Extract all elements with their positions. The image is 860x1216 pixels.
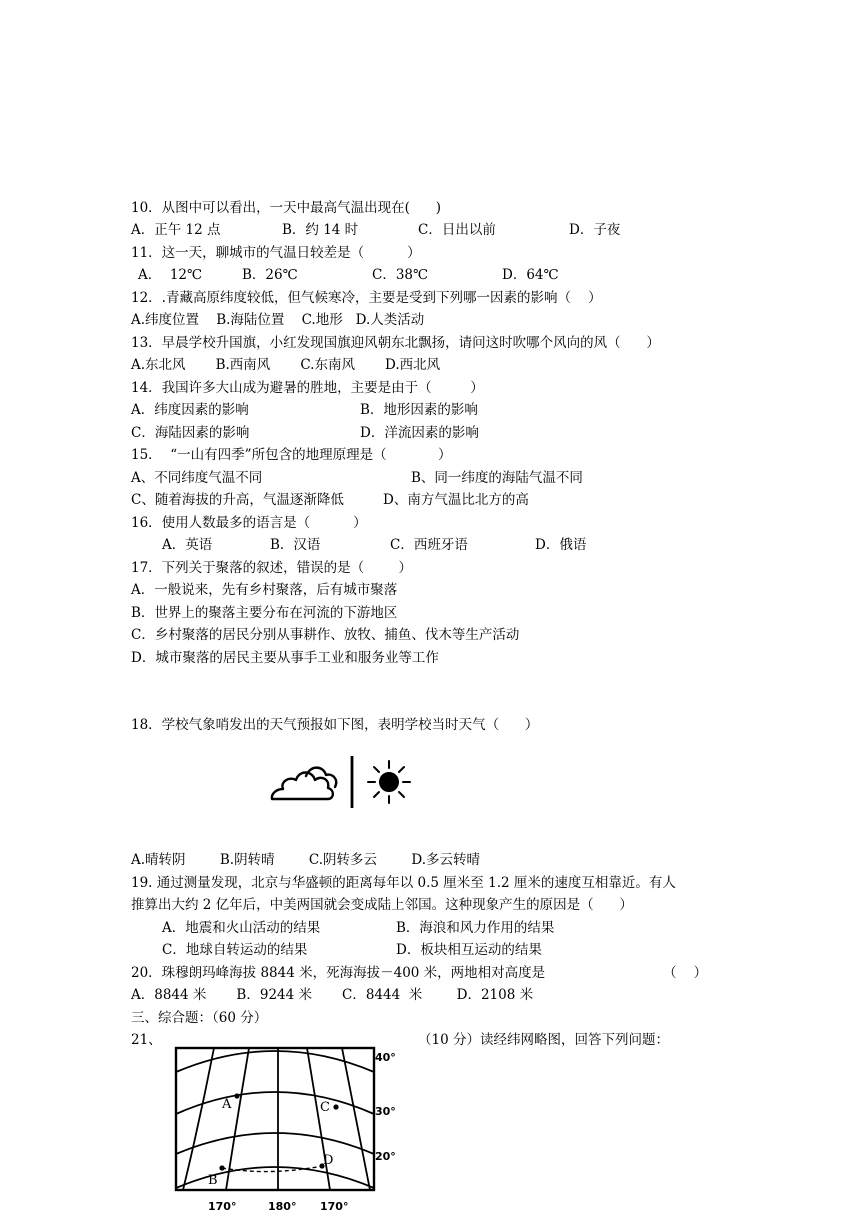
q19-stem-line2: 推算出大约 2 亿年后，中美两国就会变成陆上邻国。这种现象产生的原因是（ ）	[131, 897, 633, 913]
q13-options: A.东北风 B.西南风 C.东南风 D.西北风	[131, 357, 441, 373]
parallel-line	[176, 1167, 374, 1188]
parallel-line	[176, 1133, 374, 1154]
q16-stem: 16．使用人数最多的语言是（ ）	[131, 515, 367, 531]
meridian-line	[183, 1048, 214, 1190]
q18-options: A.晴转阴 B.阴转晴 C.阴转多云 D.多云转晴	[131, 852, 481, 868]
q17-option-b: B．世界上的聚落主要分布在河流的下游地区	[131, 605, 398, 621]
q16-option-a: A．英语	[162, 537, 213, 553]
q15-option-a: A、不同纬度气温不同	[131, 470, 263, 486]
q15-stem: 15． “一山有四季”所包含的地理原理是（ ）	[131, 447, 452, 463]
q19-option-b: B．海浪和风力作用的结果	[396, 920, 555, 936]
q17-option-c: C．乡村聚落的居民分别从事耕作、放牧、捕鱼、伐木等生产活动	[131, 627, 520, 643]
q16-option-c: C．西班牙语	[390, 537, 468, 553]
q12-stem: 12．.青藏高原纬度较低，但气候寒冷，主要是受到下列哪一因素的影响（ ）	[131, 290, 602, 306]
lat-label-20: 20°	[375, 1150, 396, 1163]
q17-stem: 17．下列关于聚落的叙述，错误的是（ ）	[131, 560, 413, 576]
point-label-a: A	[222, 1097, 232, 1112]
q21-stem: （10 分）读经纬网略图，回答下列问题：	[418, 1032, 669, 1048]
q11-option-a: A． 12℃	[138, 267, 203, 283]
map-frame	[176, 1048, 374, 1190]
section-title: 三、综合题：（60 分）	[131, 1010, 268, 1026]
q14-option-b: B．地形因素的影响	[360, 402, 478, 418]
q18-stem: 18．学校气象哨发出的天气预报如下图，表明学校当时天气（ ）	[131, 717, 539, 733]
point-label-d: D	[323, 1153, 334, 1168]
q19-stem-line1: 19. 通过测量发现，北京与华盛顿的距离每年以 0.5 厘米至 1.2 厘米的速度互相靠近。有人	[131, 875, 676, 891]
q16-option-b: B．汉语	[270, 537, 321, 553]
lon-label-170w: 170°	[208, 1200, 237, 1213]
q11-stem: 11．这一天，聊城市的气温日较差是（ ）	[131, 245, 421, 261]
lat-label-30: 30°	[375, 1105, 396, 1118]
point-label-b: B	[208, 1173, 218, 1188]
q14-option-c: C．海陆因素的影响	[131, 425, 250, 441]
q12-options: A.纬度位置 B.海陆位置 C.地形 D.人类活动	[131, 312, 425, 328]
q16-option-d: D．俄语	[535, 537, 587, 553]
point-a-dot	[234, 1093, 239, 1098]
q19-option-a: A．地震和火山活动的结果	[162, 920, 321, 936]
q11-option-c: C．38℃	[372, 267, 429, 283]
cloud-icon	[272, 768, 336, 799]
q14-option-d: D．洋流因素的影响	[360, 425, 479, 441]
q21-number: 21、	[131, 1032, 162, 1048]
lon-label-180: 180°	[268, 1200, 297, 1213]
q13-stem: 13．早晨学校升国旗，小红发现国旗迎风朝东北飘扬，请问这时吹哪个风向的风（ ）	[131, 335, 660, 351]
meridian-line	[307, 1048, 330, 1190]
q20-options: A．8844 米 B．9244 米 C．8444 米 D．2108 米	[131, 987, 534, 1003]
q10-option-a: A．正午 12 点	[131, 222, 221, 238]
q20-answer-blank: （ ）	[663, 965, 708, 981]
q11-option-b: B．26℃	[242, 267, 298, 283]
q19-option-d: D．板块相互运动的结果	[396, 942, 542, 958]
point-b-dot	[219, 1165, 224, 1170]
q20-stem: 20．珠穆朗玛峰海拔 8844 米，死海海拔－400 米，两地相对高度是	[131, 965, 546, 981]
point-label-c: C	[320, 1100, 330, 1115]
q11-option-d: D．64℃	[502, 267, 559, 283]
q17-option-d: D．城市聚落的居民主要从事手工业和服务业等工作	[131, 650, 439, 666]
parallel-line	[176, 1092, 374, 1114]
point-c-dot	[333, 1104, 338, 1109]
sun-icon	[368, 761, 410, 803]
q15-option-b: B、同一纬度的海陆气温不同	[411, 470, 583, 486]
q10-option-d: D．子夜	[569, 222, 621, 238]
q15-option-c: C、随着海拔的升高，气温逐渐降低	[131, 492, 344, 508]
q14-stem: 14．我国许多大山成为避暑的胜地，主要是由于（ ）	[131, 380, 484, 396]
q14-option-a: A．纬度因素的影响	[131, 402, 249, 418]
q19-option-c: C．地球自转运动的结果	[162, 942, 308, 958]
q10-option-b: B．约 14 时	[282, 222, 359, 238]
lat-label-40: 40°	[375, 1051, 396, 1064]
lon-label-170e: 170°	[320, 1200, 349, 1213]
lat-lon-grid-map	[170, 1040, 410, 1214]
weather-forecast-symbol	[268, 752, 428, 812]
q17-option-a: A．一般说来，先有乡村聚落，后有城市聚落	[131, 582, 398, 598]
q10-option-c: C．日出以前	[418, 222, 496, 238]
q10-stem: 10．从图中可以看出，一天中最高气温出现在( )	[131, 200, 441, 216]
q15-option-d: D、南方气温比北方的高	[383, 492, 529, 508]
